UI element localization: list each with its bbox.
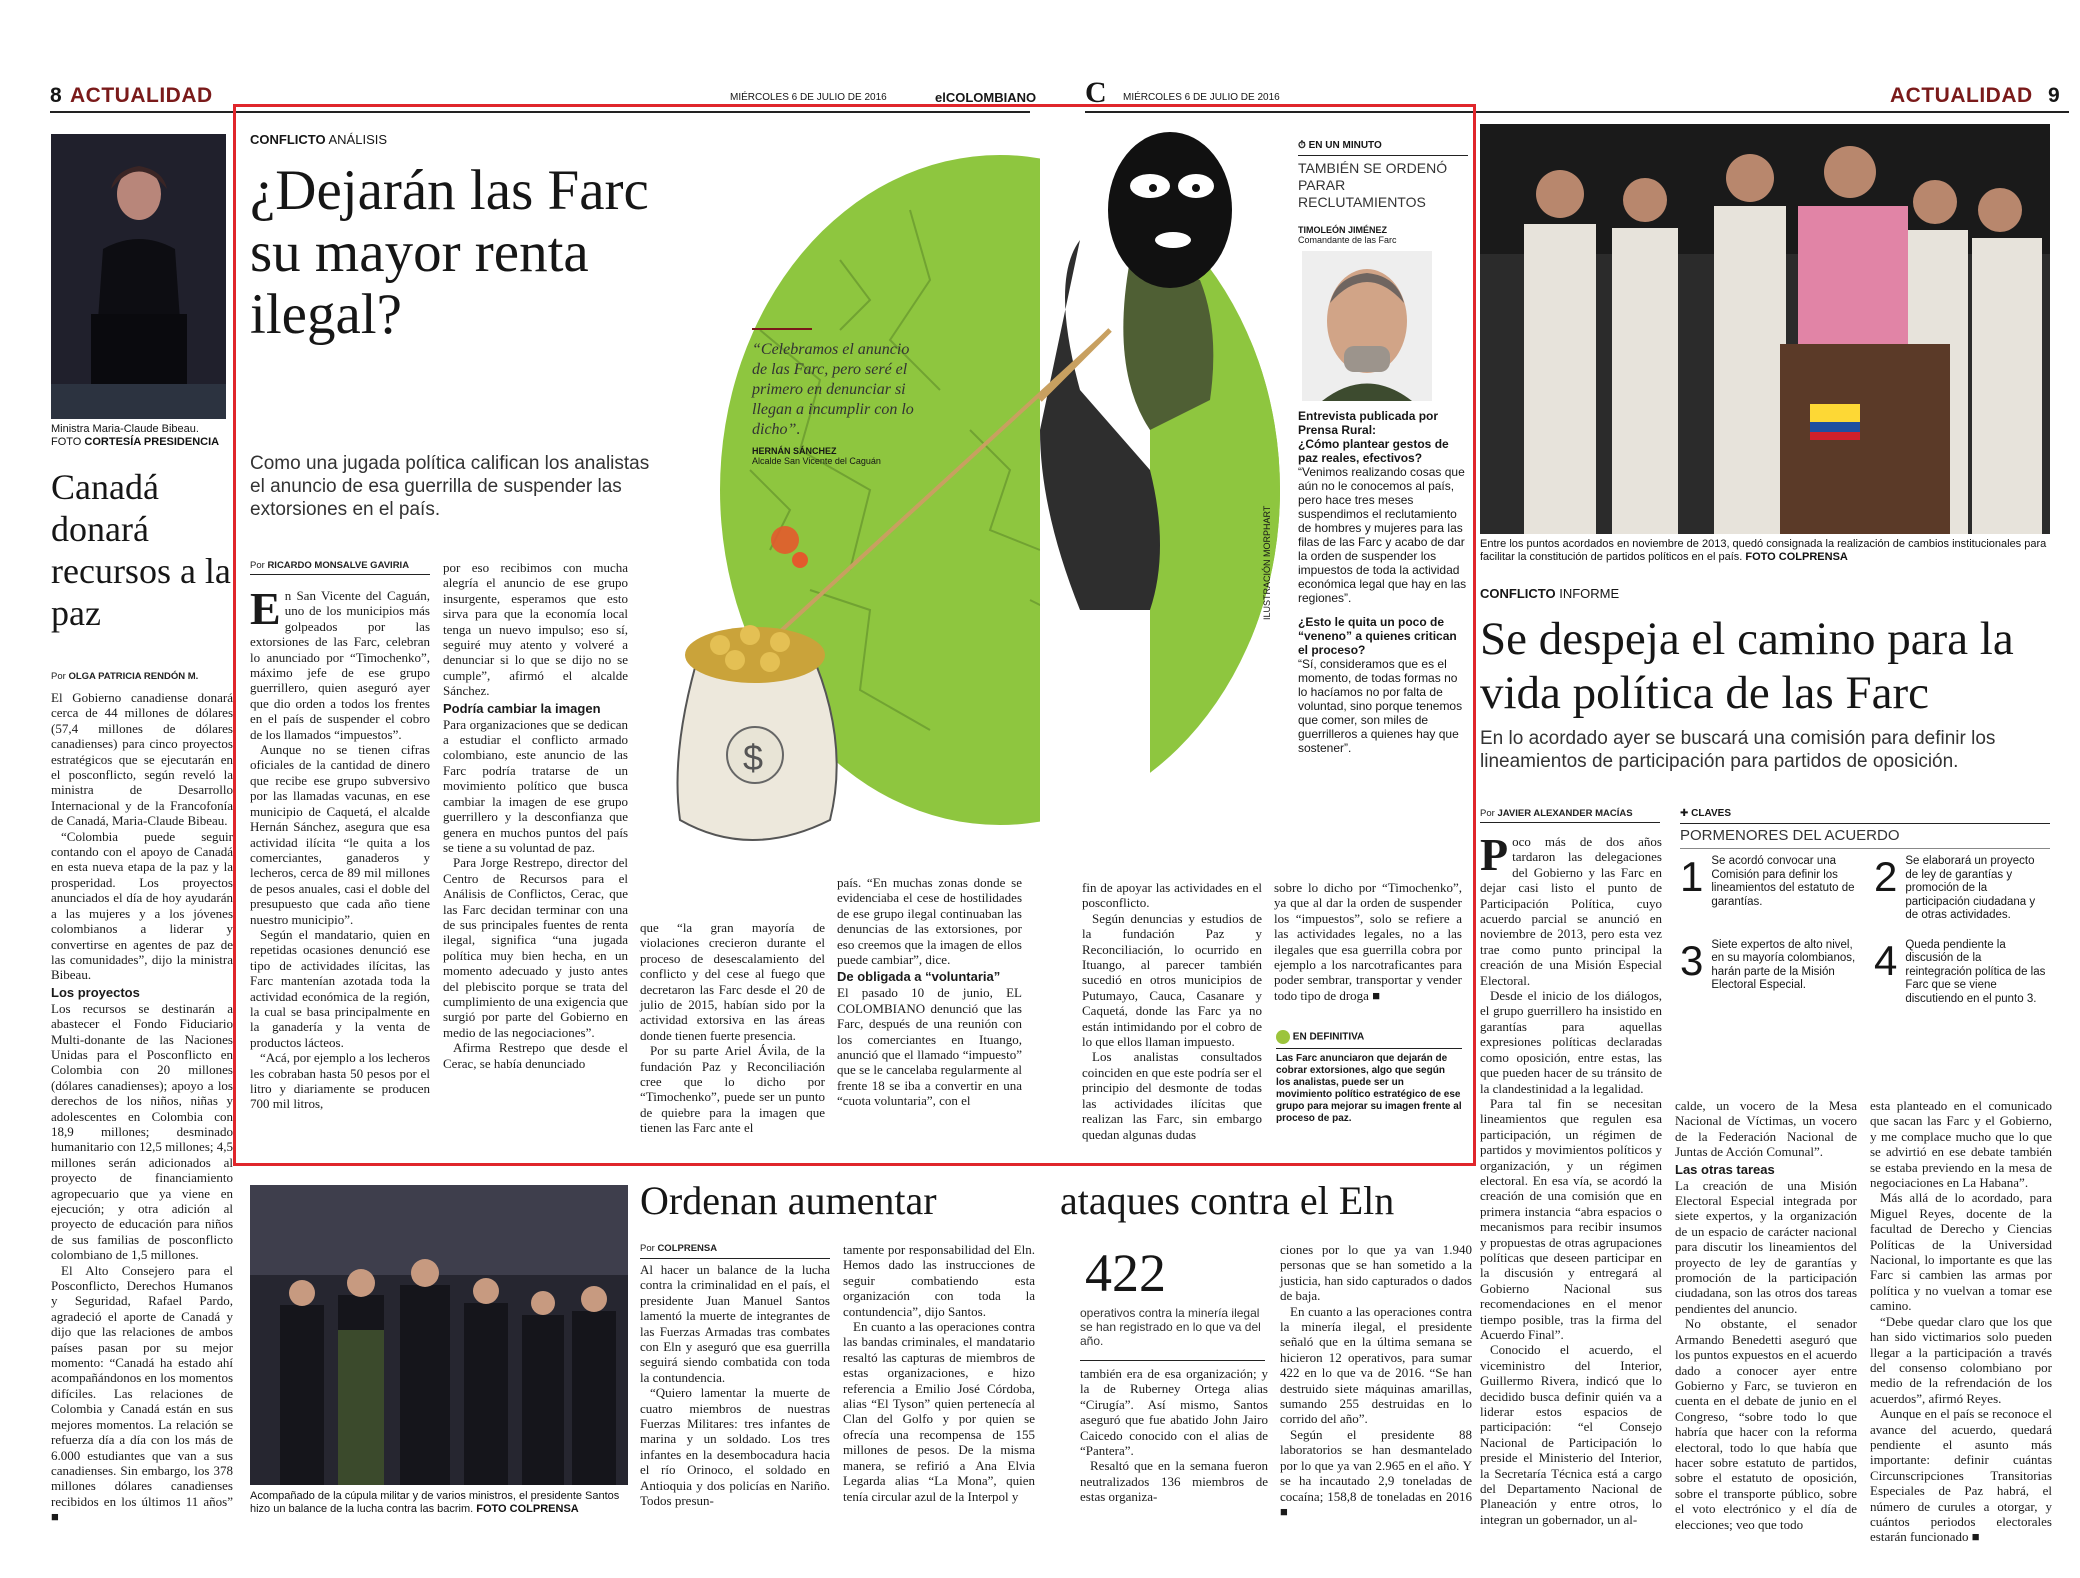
- clave-item: [1680, 936, 1856, 1007]
- date-right: MIÉRCOLES 6 DE JULIO DE 2016: [1123, 92, 1280, 103]
- en-un-minuto-headline: TAMBIÉN SE ORDENÓ PARAR RECLUTAMIENTOS: [1298, 160, 1448, 210]
- eln-col-4: ciones por lo que ya van 1.940 personas que se han sometido a la justicia, han sido capturados o dados de baja. En cuanto a las operaciones contra la minería ilegal, el presidente señaló que en la última semana se hicieron 12 operativos, para sumar 422 en lo que va de 2016. “Se han destruido siete máquinas amarillas, sumando 255 destruidas en lo corrido del año”. Según el presidente 88 laboratorios se han desmantelado por lo que ya van 2.965 en el año. Y se ha incautado 2,9 toneladas de cocaína; 158,8 de toneladas en 2016 ■: [1280, 1242, 1472, 1519]
- interview-intro: Entrevista publicada por Prensa Rural:: [1298, 409, 1439, 437]
- delegation-photo-caption: Entre los puntos acordados en noviembre de 2013, quedó consignada la realización de cambios institucionales para facilitar la constitución de partidos políticos en el país. FOTO COLPRENSA: [1480, 538, 2047, 563]
- eln-big-number: 422: [1085, 1243, 1166, 1303]
- farc-col-4: país. “En muchas zonas donde se evidenciaba el cese de hostilidades de ese grupo ilegal continuaban las denuncias de las extorsiones, por eso creemos que la imagen de ellos puede cambiar”, dice. De obligada a “voluntaria” El pasado 10 de junio, EL COLOMBIANO denunció que las Farc, después de una reunión con los comerciantes en Ituango, anunció que el llamado “impuesto” que se le cancelaba regularmente al frente 18 se iba a convertir en una “cuota voluntaria”, con el: [837, 875, 1022, 1109]
- pullquote-rule: [752, 328, 812, 330]
- clave-text: Se elaborará un proyecto de ley de garantías y promoción de la participación ciudadana y de otras actividades.: [1905, 855, 2036, 921]
- politica-col-3: esta planteado en el comunicado que sacan las Farc y el Gobierno, y me complace mucho que lo que se advirtió en ese debate también se estaba previendo en la mesa de negociaciones en La Habana”. Más allá de lo acordado, para Miguel Reyes, docente de la facultad de Derecho y Ciencias Políticas de la Universidad Nacional, lo importante es que las Farc si cambien las armas por política y no vuelvan a tomar ese camino. “Debe quedar claro que los que han sido victimarios solo pueden llegar a la participación a través del consenso colombiano por medio de la refrendación de los acuerdos”, afirmó Reyes. Aunque en el país se reconoce el avance del acuerdo, quedará pendiente el asunto más importante: definir cuántas Circunscripciones Transitorias Especiales de Paz habrá, el número de curules a otorgar, y cuántos periodos electorales estarán funcionado ■: [1870, 1098, 2052, 1545]
- eln-number-rule: [1080, 1360, 1265, 1361]
- pullquote-text: “Celebramos el anuncio de las Farc, pero seré el primero en denunciar si llegan a incumplir con lo dicho”.: [752, 341, 914, 438]
- farc-col-3: que “la gran mayoría de violaciones crecieron durante el proceso de desescalamiento del conflicto y del cese al fuego que decretaron las Farc desde el 20 de julio de 2015, habían sido por la actividad extorsiva en las áreas donde tienen fuerte presencia. Por su parte Ariel Ávila, de la fundación Paz y Reconciliación cree que lo dicho por “Timochenko”, puede ser un punto de quiebre para la imagen que tienen las Farc ante el: [640, 920, 825, 1136]
- canada-article-body: El Gobierno canadiense donará cerca de 44 millones de dólares (57,4 millones de dólares canadienses) para cinco proyectos estratégicos que se ejecutarán en el posconflicto, según reveló la ministra de Desarrollo Internacional y de la Francofonía de Canadá, Maria-Claude Bibeau. “Colombia puede seguir contando con el apoyo de Canadá en esta nueva etapa de la paz y la prosperidad. Los proyectos anunciados el día de hoy ayudarán a las mujeres y a los jóvenes colombianos a liderar y convertirse en agentes de paz de las comunidades”, dijo la ministra Bibeau. Los proyectos Los recursos se destinarán a abastecer el Fondo Fiduciario Multi-donante de las Naciones Unidas para el Posconflicto en Colombia con 20 millones (dólares canadienses); apoyo a los derechos de los niños, niñas y adolescentes en Colombia con 18,9 millones; desminado humanitario con 12,5 millones; 4,5 millones serán adicionados al proyecto de financiamiento agropecuario que ya viene en ejecución; y otra adición al proyecto de educación para niños de sus familias de posconflicto colombiano de 1,5 millones. El Alto Consejero para el Posconflicto, Derechos Humanos y Seguridad, Rafael Pardo, agradeció el aporte de Canadá y dijo que las relaciones de ambos países pasan por su mejor momento: “Canadá ha estado ahí acompañándonos en los momentos difíciles. Las relaciones de Colombia y Canadá están en sus mejores momentos. La relación se refuerza día a día con los más de 6.000 estudiantes que van a sus canadienses. Sin embargo, los 378 millones dólares canadienses recibidos en los últimos 11 años” ■: [51, 690, 233, 1525]
- farc-delegation-photo: [1480, 124, 2050, 534]
- interview-a2: “Sí, consideramos que es el momento, de todas formas no lo hacíamos no por falta de voluntad, sino porque tenemos que comer, son miles de guerrilleros a quienes hay que sostener”.: [1298, 657, 1463, 755]
- eln-byline-rule: [640, 1258, 830, 1259]
- claves-title-rule: [1680, 848, 2050, 849]
- minister-photo: [51, 134, 226, 419]
- farc-deck: Como una jugada política califican los analistas el anuncio de esa guerrilla de suspender las extorsiones en el país.: [250, 453, 650, 520]
- farc-col-5: fin de apoyar las actividades en el posconflicto. Según denuncias y estudios de la fundación Paz y Reconciliación, lo ocurrido en Ituango, al parecer también sucedió en otros municipios de Putumayo, Cauca, Casanare y Caquetá, donde las Farc ya no están intimidando por el cobro de lo que ellos llaman impuesto. Los analistas consultados coinciden en que este podría ser el principio del desmonte de todas las actividades ilícitas que realizan las Farc, sin embargo quedan algunas dudas: [1082, 880, 1262, 1142]
- interview-q1: ¿Cómo plantear gestos de paz reales, efectivos?: [1298, 437, 1449, 465]
- canada-byline: Por OLGA PATRICIA RENDÓN M.: [51, 671, 199, 682]
- interviewee-name: TIMOLEÓN JIMÉNEZ: [1298, 225, 1388, 235]
- clave-number: 3: [1680, 936, 1704, 984]
- farc-col-2: por eso recibimos con mucha alegría el anuncio de ese grupo insurgente, esperamos que esto sirva para que la economía local tenga un nuevo impulso; eso sí, seguiré muy atento y volveré a denunciar si lo que se dijo no se cumple”, afirmó el alcalde Sánchez. Podría cambiar la imagen Para organizaciones que se dedican a estudiar el conflicto armado colombiano, este anuncio de las Farc podría tratarse de un movimiento político que busca cambiar la imagen de ese grupo guerrillero y la desconfianza que genera en muchos puntos del país se tiene a su voluntad de paz. Para Jorge Restrepo, director del Centro de Recursos para el Análisis de Conflictos, Cerac, que las Farc decidan terminar con una de sus principales fuentes de renta ilegal, significa “una jugada política muy bien hecha, en un momento adecuado y justo antes del plebiscito porque se trata del cumplimiento de una exigencia que surgió por parte del Gobierno en medio de las negociaciones”. Afirma Restrepo que desde el Cerac, se había denunciado: [443, 560, 628, 1071]
- clave-number: 1: [1680, 853, 1704, 900]
- politica-byline: Por JAVIER ALEXANDER MACÍAS: [1480, 808, 1633, 819]
- farc-col-1: En San Vicente del Caguán, uno de los municipios más golpeados por las extorsiones de las Farc, celebran lo anunciado por “Timochenko”, máximo jefe de ese grupo guerrillero, quien aseguró ayer que dio orden a todos los frentes en el país de suspender el cobro de los llamados “impuestos”. Aunque no se tienen cifras oficiales de la cantidad de dinero que recibe ese grupo subversivo por las llamadas vacunas, en ese municipio de Caquetá, el alcalde Hernán Sánchez, asegura que esa actividad ilícita “le quita a los comerciantes, ganaderos y lecheros, cerca de 89 mil millones de pesos anuales, casi el doble del presupuesto que cada año tiene nuestro municipio”. Según el mandatario, quien en repetidas ocasiones denunció ese tipo de actividades ilícitas, las Farc mantenían azotada toda la actividad económica de la región, la cual se basa principalmente en la ganadería y la venta de productos lácteos. “Acá, por ejemplo a los lecheros les cobraban hasta 50 pesos por el litro y diariamente se producen 700 mil litros,: [250, 583, 430, 1112]
- eln-headline-right: ataques contra el Eln: [1060, 1178, 1395, 1223]
- en-un-minuto-box: [1298, 140, 1468, 755]
- page-number-left: 8: [50, 84, 62, 107]
- en-definitiva-label: EN DEFINITIVA: [1276, 1030, 1462, 1044]
- key-icon: ✚: [1680, 808, 1689, 819]
- farc-byline-rule: [250, 574, 430, 575]
- lightbulb-icon: [1276, 1030, 1290, 1044]
- eln-headline-left: Ordenan aumentar: [640, 1178, 937, 1223]
- minister-photo-caption: Ministra Maria-Claude Bibeau. FOTO CORTESÍA PRESIDENCIA: [51, 423, 220, 448]
- clock-icon: ⏱: [1298, 140, 1306, 151]
- clave-item: [1874, 936, 2050, 1007]
- date-left: MIÉRCOLES 6 DE JULIO DE 2016: [730, 92, 887, 103]
- section-label-left: ACTUALIDAD: [70, 84, 213, 107]
- eln-col-3: también era de esa organización; y la de Ruberney Ortega alias “Cirugía”. Así mismo, Santos aseguró que fue abatido John Jairo Caicedo conocido con el alias de “Pantera”. Resaltó que en la semana fueron neutralizados 136 miembros de estas organiza-: [1080, 1366, 1268, 1505]
- farc-headline: ¿Dejarán las Farc su mayor renta ilegal?: [250, 159, 649, 346]
- en-un-minuto-label: ⏱ EN UN MINUTO: [1298, 140, 1382, 151]
- politica-kicker: CONFLICTO INFORME: [1480, 586, 1620, 601]
- page-number-right: 9: [2048, 84, 2060, 107]
- masthead-left: elCOLOMBIANO: [935, 90, 1037, 105]
- claves-label: ✚ CLAVES: [1680, 808, 1731, 819]
- money-bag-symbol: $: [743, 737, 764, 778]
- clave-number: 2: [1874, 853, 1898, 900]
- clave-text: Siete expertos de alto nivel, en su mayoría colombianos, harán parte de la Misión Electoral Especial.: [1711, 938, 1856, 991]
- pullquote-name: HERNÁN SÁNCHEZ: [752, 446, 837, 456]
- claves-title: PORMENORES DEL ACUERDO: [1680, 827, 1900, 844]
- politica-byline-rule: [1480, 822, 1660, 823]
- en-definitiva-text: Las Farc anunciaron que dejarán de cobrar extorsiones, algo que según los analistas, puede ser un movimiento político estratégico de ese grupo para mejorar su imagen frente al proceso de paz.: [1276, 1053, 1462, 1124]
- interview-q2: ¿Esto le quita un poco de “veneno” a quienes critican el proceso?: [1298, 615, 1457, 657]
- santos-photo-caption: Acompañado de la cúpula militar y de varios ministros, el presidente Santos hizo un balance de la lucha contra las bacrim. FOTO COLPRENSA: [250, 1490, 620, 1515]
- en-un-minuto-rule: [1298, 155, 1468, 156]
- canada-headline: Canadá donará recursos a la paz: [51, 467, 231, 633]
- claves-grid: [1680, 855, 2050, 1006]
- eln-byline: Por COLPRENSA: [640, 1243, 718, 1254]
- clave-text: Se acordó convocar una Comisión para definir los lineamientos del estatuto de garantías.: [1711, 855, 1855, 908]
- masthead-rule-left: [50, 111, 1030, 113]
- clave-item: [1680, 855, 1856, 923]
- farc-byline: Por RICARDO MONSALVE GAVIRIA: [250, 560, 410, 571]
- farc-illustration: [610, 130, 1250, 890]
- illustration-credit: ILUSTRACIÓN MORPHART: [1262, 505, 1272, 620]
- clave-item: [1874, 855, 2050, 923]
- santos-photo: [250, 1185, 628, 1485]
- section-label-right: ACTUALIDAD: [1890, 84, 2033, 107]
- clave-number: 4: [1874, 936, 1898, 984]
- eln-col-1: Al hacer un balance de la lucha contra la criminalidad en el país, el presidente Juan Manuel Santos lamentó la muerte de integrantes de las Fuerzas Armadas tras combates con Eln y aseguró que esa guerrilla seguirá siendo combatida con toda la contundencia. “Quiero lamentar la muerte de cuatro miembros de nuestras Fuerzas Militares: tres infantes de marina y un soldado. Los tres infantes en la desembocadura hacia el río Orinoco, el soldado en Antioquia y dos policías en Nariño. Todos presun-: [640, 1262, 830, 1509]
- en-definitiva-rule: [1276, 1048, 1462, 1049]
- politica-deck: En lo acordado ayer se buscará una comisión para definir los lineamientos de participación para partidos de oposición.: [1480, 728, 1996, 772]
- timoleon-portrait: [1302, 251, 1432, 401]
- eln-big-number-text: operativos contra la minería ilegal se han registrado en lo que va del año.: [1080, 1306, 1261, 1348]
- politica-col-2: calde, un vocero de la Mesa Nacional de Víctimas, un vocero de la Federación Nacional de Juntas de Acción Comunal”. Las otras tareas La creación de una Misión Electoral Especial integrada por siete expertos, y la organización de un espacio de carácter nacional para discutir los lineamientos del proyecto de ley de garantías y promoción de la participación ciudadana, son las otros dos tareas pendientes del anuncio. No obstante, el senador Armando Benedetti aseguró que los puntos expuestos en el acuerdo dado a conocer ayer entre Gobierno y Farc, se tuvieron en cuenta en el debate de junio en el Congreso, “sobre todo lo que habría que hacer con la reforma electoral, todo lo que había que hacer sobre estatuto de partidos, sobre el estatuto de oposición, sobre el transporte público, sobre el voto electrónico y el día de elecciones; veo que todo: [1675, 1098, 1857, 1532]
- clave-text: Queda pendiente la discusión de la reintegración política de las Farc que se viene discutiendo en el punto 3.: [1905, 938, 2046, 1005]
- claves-rule: [1680, 823, 2050, 824]
- en-definitiva-box: [1276, 1030, 1462, 1125]
- farc-col-6: sobre lo dicho por “Timochenko”, ya que al dar la orden de suspender los “impuestos”, solo se refiere a las actividades legales, no a las ilegales que esa guerrilla cobra por ejemplo a los narcotraficantes para poder sembrar, transportar y vender todo tipo de droga ■: [1274, 880, 1462, 1003]
- masthead-rule-right: [1085, 111, 2069, 113]
- interviewee-role: Comandante de las Farc: [1298, 235, 1397, 245]
- masthead-right-mark: C: [1085, 76, 1107, 109]
- eln-col-2: tamente por responsabilidad del Eln. Hemos dado las instrucciones de seguir combatiendo esta organización con toda la contundencia”, dijo Santos. En cuanto a las operaciones contra las bandas criminales, el mandatario resaltó las capturas de miembros de estas organizaciones, e hizo referencia a Emilio José Córdoba, alias “El Tyson” quien pertenecía al Clan del Golfo y por quien se ofrecía una recompensa de 155 millones de pesos. De la misma manera, se refirió a Ana Elvia Legarda alias “La Mona”, quien tenía circular azul de la Interpol y: [843, 1242, 1035, 1504]
- politica-headline: Se despeja el camino para la vida política de las Farc: [1480, 613, 2014, 719]
- pullquote-role: Alcalde San Vicente del Caguán: [752, 456, 881, 466]
- claves-box: [1680, 808, 2050, 1006]
- interview-a1: “Venimos realizando cosas que aún no le conocemos al país, pero hace tres meses suspendimos el reclutamiento de hombres y mujeres para las filas de las Farc y acabo de dar la orden de suspender los impuestos de toda la actividad económica legal que hay en las regiones”.: [1298, 465, 1467, 605]
- farc-kicker: CONFLICTO ANÁLISIS: [250, 132, 388, 147]
- politica-col-1: Poco más de dos años tardaron las delegaciones del Gobierno y las Farc en dejar casi listo el punto de Participación Política, cuyo acuerdo parcial se anunció en noviembre de 2013, pero esta vez trae como punto principal la creación de una Misión Especial Electoral. Desde el inicio de los diálogos, el grupo guerrillero ha insistido en garantías para aquellas expresiones políticas declaradas como oposición, entre estas, las que pueden hacer de su tránsito de la clandestinidad a la legalidad. Para tal fin se necesitan lineamientos que regulen esa participación, un régimen de partidos y movimientos políticos y organización, y un régimen electoral. En esa vía, se acordó la creación de una comisión que en primera instancia “abra espacios o mecanismos para recibir insumos y propuestas de otras agrupaciones políticas que deseen participar en la discusión y entregará al Gobierno Nacional sus recomendaciones en el menor tiempo posible, tras la firma del Acuerdo Final”. Conocido el acuerdo, el viceministro del Interior, Guillermo Rivera, indicó que lo decidido busca definir quién va a liderar estos espacios de participación: “el Consejo Nacional de Participación lo preside el Ministerio del Interior, la Secretaría Técnica está a cargo del Departamento Nacional de Planeación y entre otros, lo integran un gobernador, un al-: [1480, 829, 1662, 1527]
- farc-pullquote: [752, 328, 922, 466]
